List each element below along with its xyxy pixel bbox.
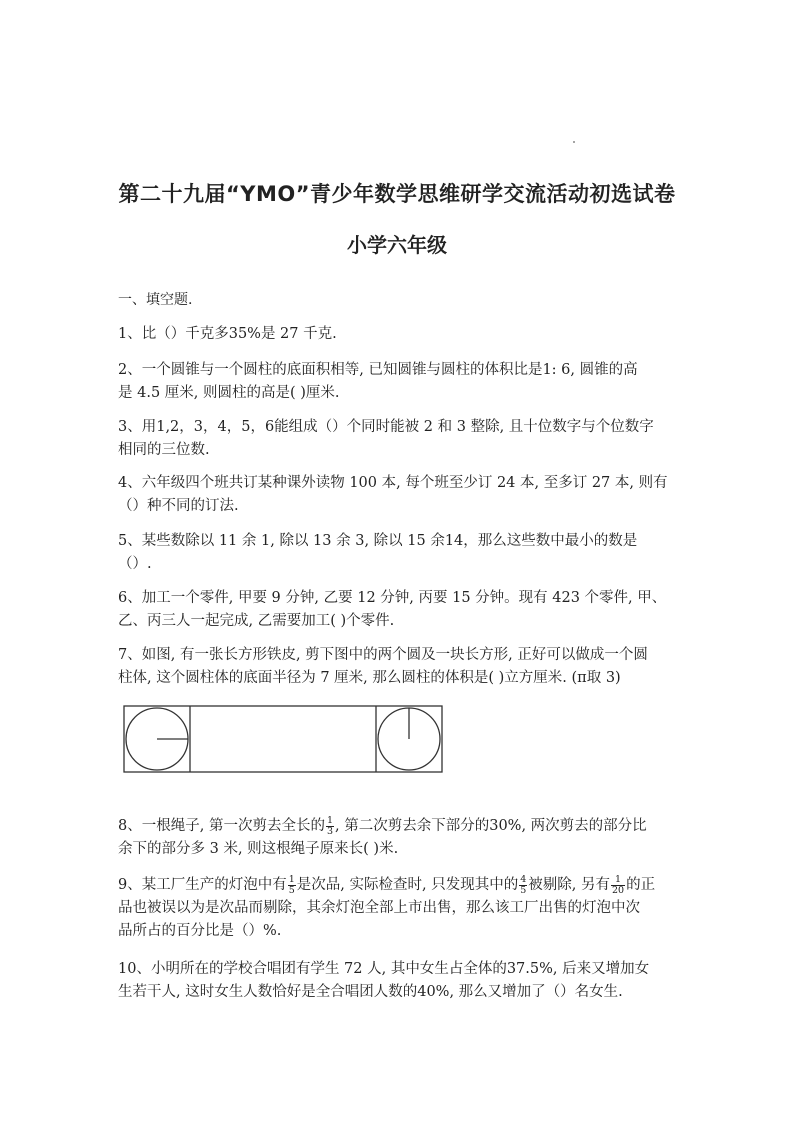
question-7 xyxy=(118,644,688,690)
question-line: 品也被误以为是次品而剔除，其余灯泡全部上市出售，那么该工厂出售的灯泡中次 xyxy=(118,900,640,916)
page-subtitle: 小学六年级 xyxy=(347,233,447,257)
speck-mark xyxy=(573,141,575,143)
question-line: 相同的三位数. xyxy=(118,442,210,458)
fraction: $\frac{1}{20}$ xyxy=(611,873,625,896)
question-line: 余下的部分多 3 米, 则这根绳子原来长( )米. xyxy=(118,841,399,857)
question-line: 4、六年级四个班共订某种课外读物 100 本, 每个班至少订 24 本, 至多订 27 本, 则有 xyxy=(118,475,668,491)
question-line: 柱体, 这个圆柱体的底面半径为 7 厘米, 那么圆柱的体积是( )立方厘米. (π取 3) xyxy=(118,670,621,686)
question-4 xyxy=(118,472,688,518)
fraction: $\frac{4}{5}$ xyxy=(520,873,527,896)
question-line: 生若干人, 这时女生人数恰好是全合唱团人数的40%, 那么又增加了（）名女生. xyxy=(118,984,623,1000)
fraction: $\frac{1}{5}$ xyxy=(288,873,295,896)
question-line: 3、用1,2，3，4，5，6能组成（）个同时能被 2 和 3 整除, 且十位数字与个位数字 xyxy=(118,419,654,435)
question-6 xyxy=(118,587,688,633)
question-line: 5、某些数除以 11 余 1, 除以 13 余 3, 除以 15 余14，那么这些数中最小的数是 xyxy=(118,533,638,549)
question-3 xyxy=(118,416,688,462)
fraction: $\frac{1}{3}$ xyxy=(326,814,333,837)
question-1 xyxy=(118,323,688,346)
question-9 xyxy=(118,874,688,943)
question-line: 乙、丙三人一起完成, 乙需要加工( )个零件. xyxy=(118,613,395,629)
page-title: 第二十九届“YMO”青少年数学思维研学交流活动初选试卷 xyxy=(118,182,676,206)
question-line: 8、一根绳子, 第一次剪去全长的 $\frac{1}{3}$ , 第二次剪去余下部分的30%, 两次剪去的部分比 xyxy=(118,814,647,837)
question-line: （）种不同的订法. xyxy=(118,498,239,514)
question-line: 6、加工一个零件, 甲要 9 分钟, 乙要 12 分钟, 丙要 15 分钟。现有 423 个零件, 甲、 xyxy=(118,590,667,606)
question-2 xyxy=(118,359,688,405)
question-line: 9、某工厂生产的灯泡中有 $\frac{1}{5}$ 是次品, 实际检查时, 只发现其中的 $\frac{4}{5}$ 被剔除, 另有 $\frac{1}{20}$ 的正 xyxy=(118,873,656,896)
question-line: 1、比（）千克多35%是 27 千克. xyxy=(118,326,337,342)
rectangle-circles-figure xyxy=(122,704,444,774)
question-line: （）. xyxy=(118,556,152,572)
question-8 xyxy=(118,815,688,861)
question-line: 2、一个圆锥与一个圆柱的底面积相等, 已知圆锥与圆柱的体积比是1: 6, 圆锥的高 xyxy=(118,362,638,378)
question-10 xyxy=(118,958,688,1004)
question-line: 是 4.5 厘米, 则圆柱的高是( )厘米. xyxy=(118,385,340,401)
question-line: 品所占的百分比是（）%. xyxy=(118,923,282,939)
question-line: 7、如图, 有一张长方形铁皮, 剪下图中的两个圆及一块长方形, 正好可以做成一个圆 xyxy=(118,647,648,663)
question-line: 10、小明所在的学校合唱团有学生 72 人, 其中女生占全体的37.5%, 后来又增加女 xyxy=(118,961,650,977)
question-5 xyxy=(118,530,688,576)
section-heading: 一、填空题. xyxy=(118,292,193,308)
